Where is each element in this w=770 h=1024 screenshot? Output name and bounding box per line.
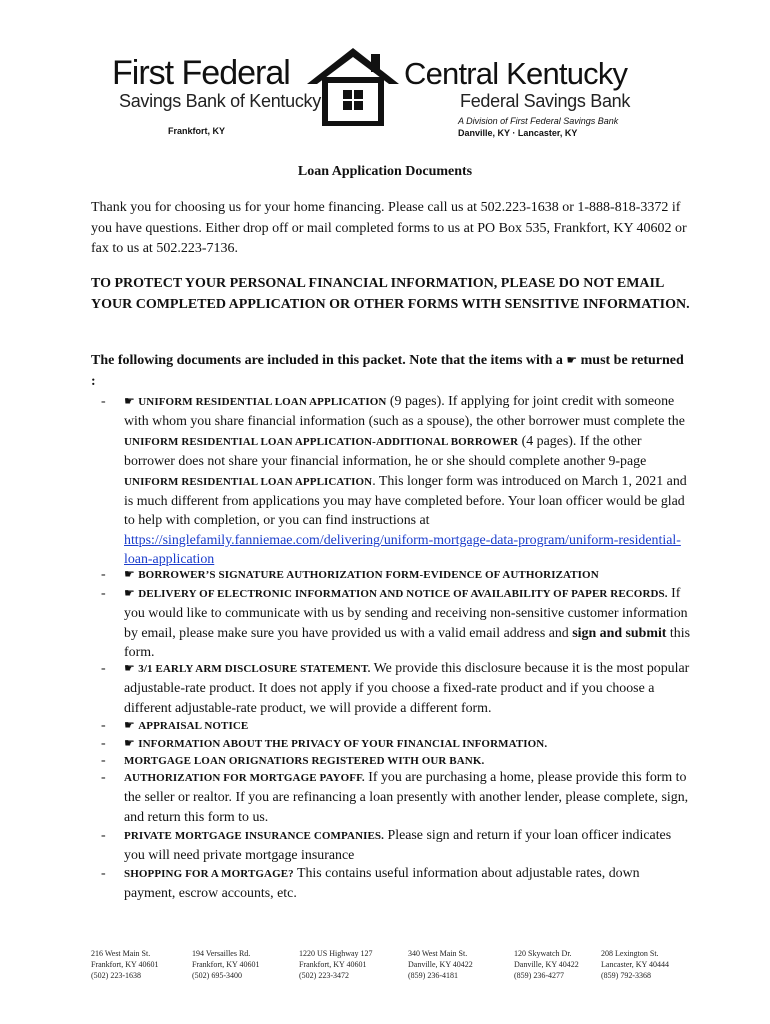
office-city: Frankfort, KY 40601 xyxy=(192,960,260,969)
list-item-arm-disclosure xyxy=(91,659,691,718)
footer-office xyxy=(192,948,259,981)
item-text: Please sign and return if your loan officer indicates you will need private mortgage insurance xyxy=(124,828,672,864)
form-name: DELIVERY OF ELECTRONIC INFORMATION AND NOTICE OF AVAILABILITY OF PAPER RECORDS. xyxy=(138,588,668,600)
item-text: (9 pages). If applying for joint credit with someone with whom you share financial information (such as a spouse), the other borrower must complete the xyxy=(124,394,685,430)
list-bullet: - xyxy=(101,753,106,768)
item-text: this form. xyxy=(124,625,690,661)
list-item-urla xyxy=(91,392,691,570)
office-phone: (859) 792-3368 xyxy=(601,971,651,980)
pointing-hand-icon: ☛ xyxy=(124,718,135,732)
first-federal-logo-subtitle: Savings Bank of Kentucky xyxy=(119,91,321,111)
first-federal-city: Frankfort, KY xyxy=(168,126,226,136)
fannie-mae-instructions-link[interactable]: https://singlefamily.fanniemae.com/delivering/uniform-mortgage-data-program/uniform-residential-loan-application xyxy=(124,532,681,568)
list-item-pmi-companies xyxy=(91,826,691,866)
item-text: This contains useful information about adjustable rates, down payment, escrow accounts, etc. xyxy=(124,866,640,902)
list-item-text xyxy=(124,392,691,570)
office-city: Frankfort, KY 40601 xyxy=(299,960,367,969)
list-bullet: - xyxy=(101,718,106,733)
form-name: BORROWER’S SIGNATURE AUTHORIZATION FORM-EVIDENCE OF AUTHORIZATION xyxy=(138,569,599,581)
intro-paragraph: Thank you for choosing us for your home financing. Please call us at 502.223-1638 or 1-888-818-3372 if you have questions. Either drop off or mail completed forms to us at PO Box 535, Frankfort, KY 40602 or fax to us at 502.223-7136. xyxy=(91,200,687,256)
office-phone: (502) 223-1638 xyxy=(91,971,141,980)
form-name: UNIFORM RESIDENTIAL LOAN APPLICATION xyxy=(124,475,373,488)
office-street: 208 Lexington St. xyxy=(601,949,659,958)
list-bullet: - xyxy=(101,828,106,843)
list-item-text xyxy=(124,864,691,904)
central-kentucky-division: A Division of First Federal Savings Bank xyxy=(458,116,619,126)
office-phone: (859) 236-4277 xyxy=(514,971,564,980)
item-text: (4 pages). If the other borrower does not share your financial information, he or she should complete another 9-page xyxy=(124,433,647,470)
footer-office xyxy=(91,948,158,981)
document-title: Loan Application Documents xyxy=(297,164,473,179)
office-street: 216 West Main St. xyxy=(91,949,151,958)
form-name: UNIFORM RESIDENTIAL LOAN APPLICATION-ADDITIONAL BORROWER xyxy=(124,435,519,448)
list-item-text xyxy=(124,659,691,718)
list-item-text xyxy=(124,826,691,866)
form-name: UNIFORM RESIDENTIAL LOAN APPLICATION xyxy=(138,396,387,408)
list-item-text xyxy=(124,768,691,827)
pointing-hand-icon: ☛ xyxy=(124,736,135,750)
office-street: 340 West Main St. xyxy=(408,949,468,958)
list-item-text xyxy=(124,565,691,585)
footer-office xyxy=(514,948,579,981)
list-bullet: - xyxy=(101,661,106,676)
footer-office xyxy=(408,948,473,981)
form-name: INFORMATION ABOUT THE PRIVACY OF YOUR FINANCIAL INFORMATION. xyxy=(138,738,548,750)
office-city: Frankfort, KY 40601 xyxy=(91,960,159,969)
form-name: PRIVATE MORTGAGE INSURANCE COMPANIES. xyxy=(124,830,385,842)
item-text: If you are purchasing a home, please provide this form to the seller or realtor. If you are refinancing a loan presently with another lender, please complete, sign, and return this form to us. xyxy=(124,770,689,825)
list-bullet: - xyxy=(101,586,106,601)
list-bullet: - xyxy=(101,394,106,409)
list-bullet: - xyxy=(101,567,106,582)
list-bullet: - xyxy=(101,866,106,881)
packet-lead-paragraph xyxy=(91,350,691,392)
house-icon xyxy=(305,44,401,126)
list-item-mortgage-payoff xyxy=(91,768,691,827)
central-kentucky-logo-subtitle: Federal Savings Bank xyxy=(460,91,631,111)
form-name: MORTGAGE LOAN ORIGNATIORS REGISTERED WITH OUR BANK. xyxy=(124,755,485,767)
pointing-hand-icon: ☛ xyxy=(124,567,135,581)
list-item-signature-authorization xyxy=(91,565,691,585)
lead-text-b: must be returned : xyxy=(91,353,684,389)
central-kentucky-logo-name: Central Kentucky xyxy=(404,56,628,91)
central-kentucky-cities: Danville, KY · Lancaster, KY xyxy=(458,128,578,138)
form-name: AUTHORIZATION FOR MORTGAGE PAYOFF. xyxy=(124,772,365,784)
office-street: 194 Versailles Rd. xyxy=(192,949,251,958)
pointing-hand-icon: ☛ xyxy=(124,586,135,600)
form-name: 3/1 EARLY ARM DISCLOSURE STATEMENT. xyxy=(138,663,371,675)
list-bullet: - xyxy=(101,770,106,785)
office-phone: (859) 236-4181 xyxy=(408,971,458,980)
form-name: SHOPPING FOR A MORTGAGE? xyxy=(124,868,294,880)
item-text: We provide this disclosure because it is the most popular adjustable-rate product. It does not apply if you choose a fixed-rate product and if you choose a different adjustable-rate product, we will provide a different form. xyxy=(124,661,690,716)
item-text-emphasis: sign and submit xyxy=(572,625,667,641)
warning-paragraph: TO PROTECT YOUR PERSONAL FINANCIAL INFORMATION, PLEASE DO NOT EMAIL YOUR COMPLETED APPLICATION OR OTHER FORMS WITH SENSITIVE INFORMATION. xyxy=(91,276,690,312)
office-city: Danville, KY 40422 xyxy=(408,960,473,969)
footer-office xyxy=(299,948,373,981)
office-city: Danville, KY 40422 xyxy=(514,960,579,969)
list-bullet: - xyxy=(101,736,106,751)
list-item-text xyxy=(124,584,691,663)
list-item-electronic-delivery xyxy=(91,584,691,663)
pointing-hand-icon: ☛ xyxy=(124,394,135,408)
item-text: If you would like to communicate with us by sending and receiving non-sensitive customer information by email, please make sure you have provided us with a valid email address and xyxy=(124,586,688,641)
office-street: 120 Skywatch Dr. xyxy=(514,949,572,958)
letterhead xyxy=(0,0,770,150)
list-item-shopping-for-mortgage xyxy=(91,864,691,904)
pointing-hand-icon: ☛ xyxy=(566,353,578,367)
form-name: APPRAISAL NOTICE xyxy=(138,720,249,732)
office-phone: (502) 695-3400 xyxy=(192,971,242,980)
office-phone: (502) 223-3472 xyxy=(299,971,349,980)
office-city: Lancaster, KY 40444 xyxy=(601,960,670,969)
item-text: . This longer form was introduced on March 1, 2021 and is much different from applications you may have completed before. Your loan officer would be glad to help with completion, or you can find instructions at xyxy=(124,473,687,529)
pointing-hand-icon: ☛ xyxy=(124,661,135,675)
footer-office xyxy=(601,948,669,981)
office-street: 1220 US Highway 127 xyxy=(299,949,373,958)
first-federal-logo-name: First Federal xyxy=(112,54,290,92)
lead-text-a: The following documents are included in this packet. Note that the items with a xyxy=(91,353,563,368)
